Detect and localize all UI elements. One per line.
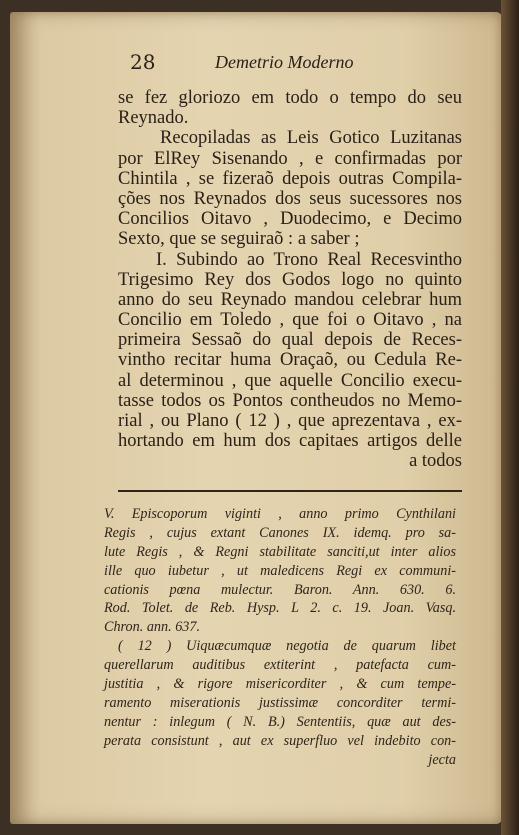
footnote-line: Chron. ann. 637.	[104, 619, 201, 636]
text-line: Concilio em Toledo , que foi o Oitavo , na	[118, 310, 462, 331]
text-line: Sexto, que se seguiraõ : a saber ;	[118, 229, 360, 250]
text-line: se fez gloriozo em todo o tempo do seu	[118, 88, 462, 108]
page-header	[0, 50, 519, 80]
footnote-rule	[118, 490, 462, 492]
footnote-line: ramento miserationis justissimæ concorditer termi-	[104, 694, 456, 711]
footnote-line: perata consistunt , aut ex superfluo vel indebito con-	[104, 732, 456, 749]
text-line: rial , ou Plano ( 12 ) , que aprezentava , ex-	[118, 411, 462, 431]
text-line: Chintila , se fizeraõ depois outras Compila-	[118, 168, 462, 189]
footnote-line: querellarum auditibus extiterint , patefacta cum-	[104, 657, 456, 674]
page-number: 28	[130, 50, 156, 74]
footnote-catchword: jecta	[428, 751, 456, 768]
text-line: I. Subindo ao Trono Real Recesvintho	[156, 249, 462, 270]
page-edge-shadow	[501, 0, 519, 835]
catchword: a todos	[409, 451, 462, 472]
text-line: primeira Sessaõ do qual depois de Reces-	[118, 330, 462, 351]
text-line: tasse todos os Pontos contheudos no Memo-	[118, 390, 462, 411]
text-line: vintho recitar huma Oraçaõ, ou Cedula Re-	[118, 350, 462, 371]
running-title: Demetrio Moderno	[215, 52, 354, 72]
footnote-line: lute Regis , & Regni stabilitate sanciti,ut inter alios	[104, 543, 456, 560]
footnote-line: V. Episcoporum viginti , anno primo Cynthilani	[104, 506, 456, 522]
text-line: Trigesimo Rey dos Godos logo no quinto	[118, 269, 462, 290]
text-line: anno do seu Reynado mandou celebrar hum	[118, 289, 462, 310]
footnote-line: justitia , & rigore misericorditer , & cum tempe-	[104, 676, 456, 693]
footnotes	[104, 505, 456, 769]
text-line: Concilios Oitavo , Duodecimo, e Decimo	[118, 209, 462, 230]
text-line: Recopiladas as Leis Gotico Luzitanas	[160, 128, 462, 149]
footnote-line: nentur : inlegum ( N. B.) Sententiis, quæ aut des-	[104, 713, 456, 730]
text-line: por ElRey Sisenando , e confirmadas por	[118, 148, 462, 169]
text-line: al determinou , que aquelle Concilio execu-	[118, 370, 462, 391]
footnote-line: Regis , cujus extant Canones IX. idemq. pro sa-	[104, 524, 456, 541]
footnote-line: cationis pœna mulectur. Baron. Ann. 630. 6.	[104, 581, 456, 598]
text-line: hortando em hum dos capitaes artigos delle	[118, 431, 462, 452]
footnote-line: ( 12 ) Uiquæcumquæ negotia de quarum libet	[118, 638, 456, 655]
footnote-line: ille quo iubetur , ut maledicens Regi ex communi-	[104, 562, 456, 579]
main-text	[118, 88, 462, 472]
footnote-line: Rod. Tolet. de Reb. Hysp. L 2. c. 19. Joan. Vasq.	[104, 600, 456, 617]
text-line: Reynado.	[118, 108, 189, 129]
text-line: ções nos Reynados dos seus sucessores nos	[118, 188, 462, 209]
